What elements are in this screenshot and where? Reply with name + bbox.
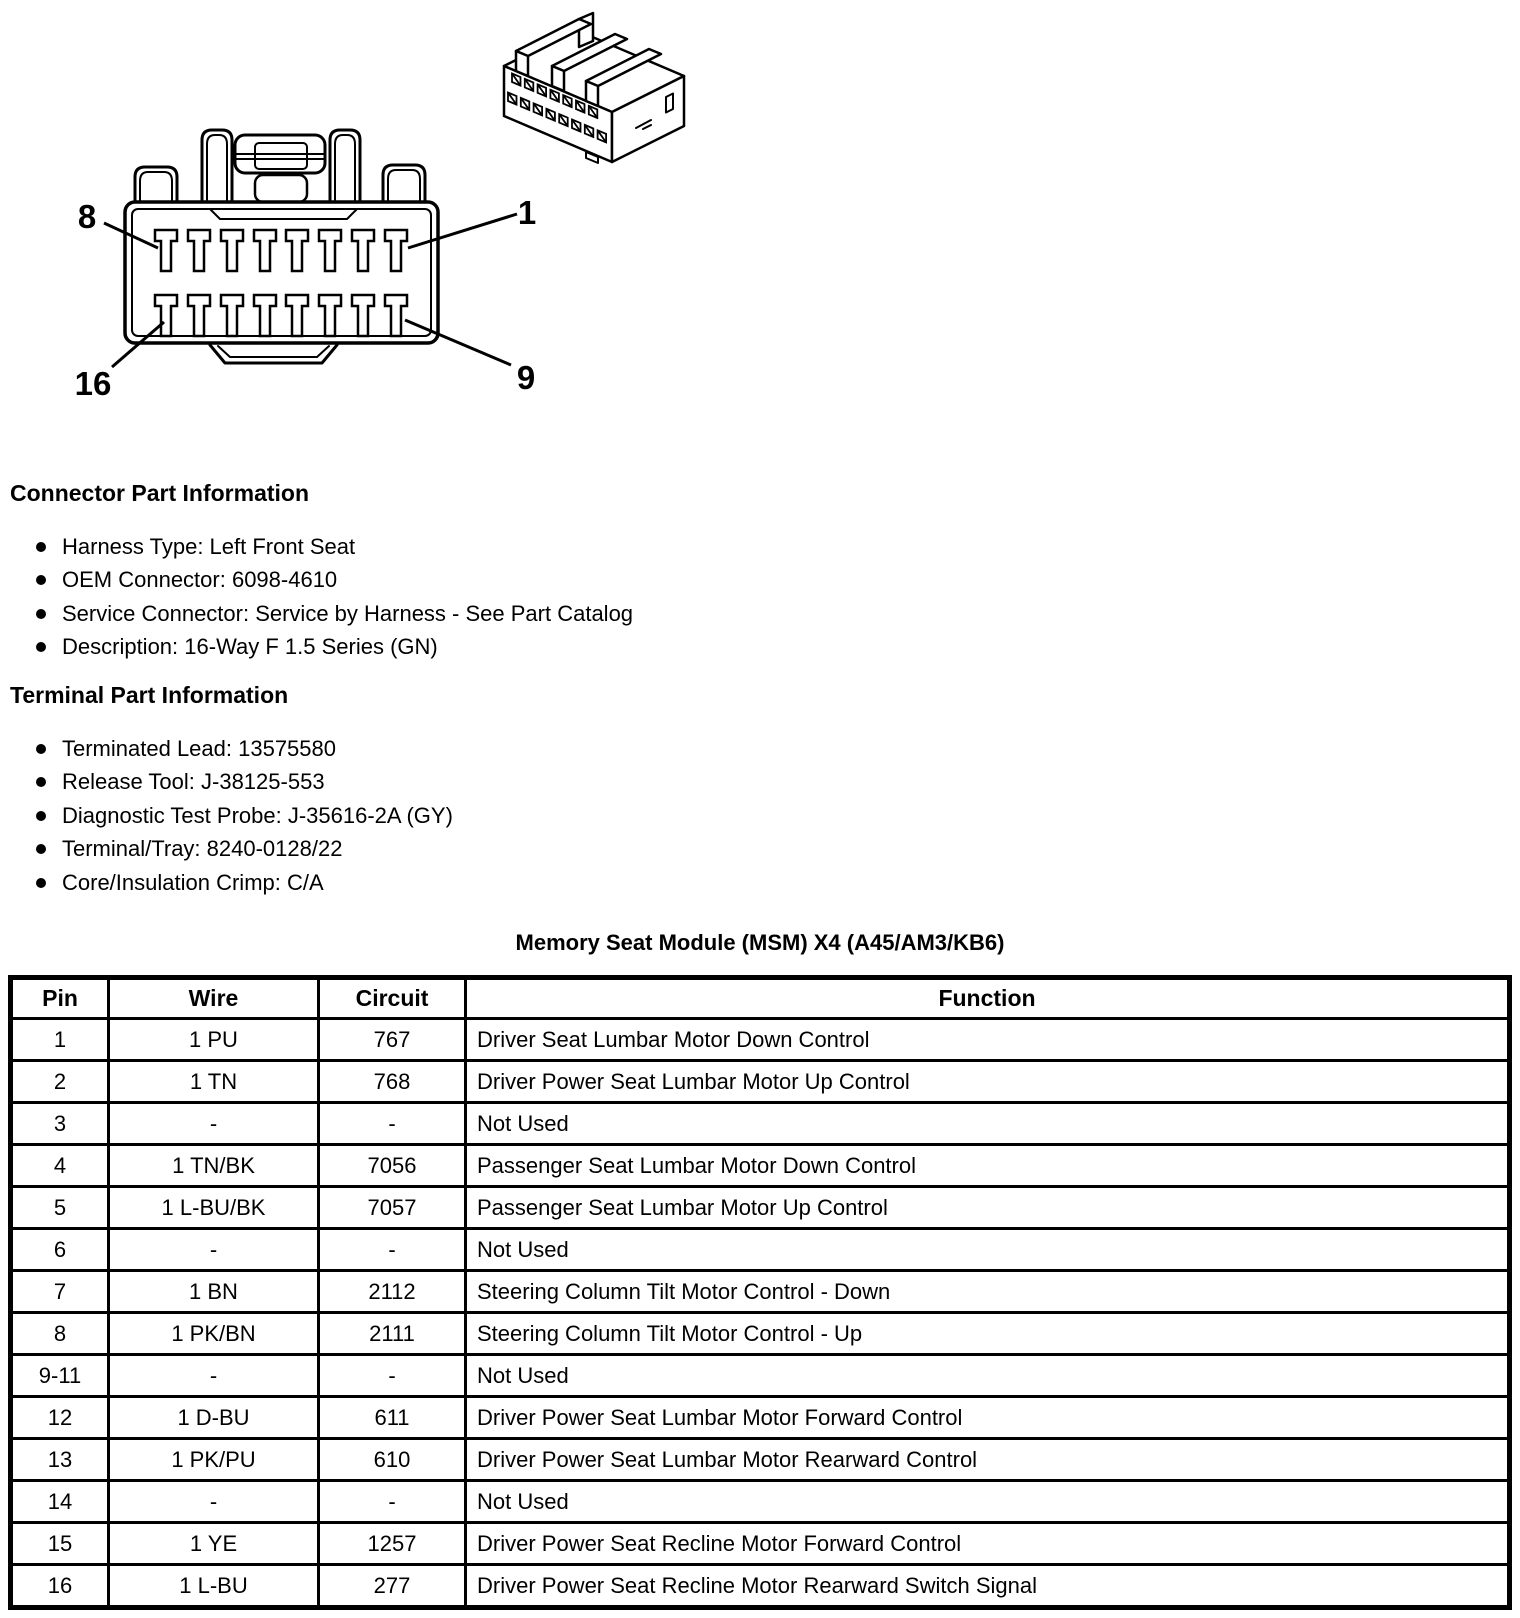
wire-cell: 1 TN <box>109 1061 319 1103</box>
table-row <box>11 1229 1510 1271</box>
table-row <box>11 1019 1510 1061</box>
bullet-icon <box>36 609 46 619</box>
wire-cell: 1 PK/BN <box>109 1313 319 1355</box>
function-cell: Not Used <box>466 1355 1510 1397</box>
circuit-cell: - <box>319 1355 466 1397</box>
circuit-cell: 611 <box>319 1397 466 1439</box>
section-list <box>10 732 990 900</box>
table-row <box>11 1061 1510 1103</box>
bullet-item <box>10 597 990 631</box>
table-row <box>11 1271 1510 1313</box>
pin-cell: 13 <box>11 1439 109 1481</box>
table-row <box>11 1565 1510 1608</box>
bullet-item <box>10 564 990 598</box>
circuit-cell: 7057 <box>319 1187 466 1229</box>
wire-cell: 1 L-BU <box>109 1565 319 1608</box>
wire-cell: - <box>109 1103 319 1145</box>
pin-16-label: 16 <box>74 365 112 402</box>
table-row <box>11 1397 1510 1439</box>
bullet-text: Harness Type: Left Front Seat <box>62 533 356 559</box>
wire-cell: 1 D-BU <box>109 1397 319 1439</box>
pinout-table <box>8 975 1512 1610</box>
wire-cell: 1 YE <box>109 1523 319 1565</box>
column-header-circuit: Circuit <box>319 978 466 1019</box>
table-row <box>11 1103 1510 1145</box>
circuit-cell: 2112 <box>319 1271 466 1313</box>
function-cell: Driver Power Seat Lumbar Motor Rearward Control <box>466 1439 1510 1481</box>
pin-cell: 15 <box>11 1523 109 1565</box>
column-header-wire: Wire <box>109 978 319 1019</box>
pin-cell: 14 <box>11 1481 109 1523</box>
column-header-function: Function <box>466 978 1510 1019</box>
bullet-item <box>10 530 990 564</box>
wire-cell: - <box>109 1481 319 1523</box>
function-cell: Driver Power Seat Lumbar Motor Up Control <box>466 1061 1510 1103</box>
function-cell: Driver Seat Lumbar Motor Down Control <box>466 1019 1510 1061</box>
pin-cell: 6 <box>11 1229 109 1271</box>
pin-cell: 5 <box>11 1187 109 1229</box>
function-cell: Driver Power Seat Recline Motor Rearward Switch Signal <box>466 1565 1510 1608</box>
circuit-cell: 277 <box>319 1565 466 1608</box>
function-cell: Driver Power Seat Recline Motor Forward Control <box>466 1523 1510 1565</box>
circuit-cell: - <box>319 1103 466 1145</box>
info-sections <box>10 480 990 918</box>
bullet-text: Service Connector: Service by Harness - See Part Catalog <box>62 600 634 626</box>
table-row <box>11 1523 1510 1565</box>
circuit-cell: - <box>319 1481 466 1523</box>
circuit-cell: 2111 <box>319 1313 466 1355</box>
pin-cell: 1 <box>11 1019 109 1061</box>
bullet-text: Release Tool: J-38125-553 <box>62 769 325 795</box>
wire-cell: 1 TN/BK <box>109 1145 319 1187</box>
wire-cell: - <box>109 1229 319 1271</box>
wire-cell: 1 PU <box>109 1019 319 1061</box>
bullet-icon <box>36 878 46 888</box>
pin-8-label: 8 <box>77 198 97 235</box>
function-cell: Driver Power Seat Lumbar Motor Forward Control <box>466 1397 1510 1439</box>
circuit-cell: 768 <box>319 1061 466 1103</box>
table-row <box>11 1187 1510 1229</box>
bullet-icon <box>36 642 46 652</box>
bullet-item <box>10 766 990 800</box>
function-cell: Not Used <box>466 1229 1510 1271</box>
pin-cell: 3 <box>11 1103 109 1145</box>
table-row <box>11 1439 1510 1481</box>
table-row <box>11 1355 1510 1397</box>
pinout-table-body <box>11 1019 1510 1608</box>
function-cell: Not Used <box>466 1103 1510 1145</box>
bullet-icon <box>36 542 46 552</box>
bullet-item <box>10 631 990 665</box>
pin-cell: 4 <box>11 1145 109 1187</box>
bullet-text: Core/Insulation Crimp: C/A <box>62 869 324 895</box>
table-row <box>11 1481 1510 1523</box>
table-row <box>11 1313 1510 1355</box>
bullet-item <box>10 833 990 867</box>
bullet-text: Diagnostic Test Probe: J-35616-2A (GY) <box>62 802 453 828</box>
wire-cell: 1 BN <box>109 1271 319 1313</box>
pin-cell: 7 <box>11 1271 109 1313</box>
wire-cell: 1 L-BU/BK <box>109 1187 319 1229</box>
bullet-icon <box>36 811 46 821</box>
circuit-cell: - <box>319 1229 466 1271</box>
pin-cell: 9-11 <box>11 1355 109 1397</box>
circuit-cell: 767 <box>319 1019 466 1061</box>
bullet-text: Description: 16-Way F 1.5 Series (GN) <box>62 634 438 660</box>
section-list <box>10 530 990 664</box>
bullet-icon <box>36 744 46 754</box>
wire-cell: 1 PK/PU <box>109 1439 319 1481</box>
bullet-text: OEM Connector: 6098-4610 <box>62 567 338 593</box>
bullet-text: Terminal/Tray: 8240-0128/22 <box>62 836 343 862</box>
pin-cell: 16 <box>11 1565 109 1608</box>
pin-cell: 12 <box>11 1397 109 1439</box>
function-cell: Passenger Seat Lumbar Motor Up Control <box>466 1187 1510 1229</box>
pin-9-label: 9 <box>516 359 536 396</box>
bullet-item <box>10 732 990 766</box>
circuit-cell: 7056 <box>319 1145 466 1187</box>
connector-front-view <box>60 115 550 415</box>
pinout-table-header <box>11 978 1510 1019</box>
pin-1-label: 1 <box>517 194 537 231</box>
column-header-pin: Pin <box>11 978 109 1019</box>
function-cell: Not Used <box>466 1481 1510 1523</box>
bullet-text: Terminated Lead: 13575580 <box>62 735 336 761</box>
section-heading: Terminal Part Information <box>10 682 289 708</box>
circuit-cell: 610 <box>319 1439 466 1481</box>
pin-cell: 2 <box>11 1061 109 1103</box>
function-cell: Passenger Seat Lumbar Motor Down Control <box>466 1145 1510 1187</box>
bullet-item <box>10 866 990 900</box>
function-cell: Steering Column Tilt Motor Control - Down <box>466 1271 1510 1313</box>
function-cell: Steering Column Tilt Motor Control - Up <box>466 1313 1510 1355</box>
pin-cell: 8 <box>11 1313 109 1355</box>
bullet-icon <box>36 777 46 787</box>
circuit-cell: 1257 <box>319 1523 466 1565</box>
bullet-item <box>10 799 990 833</box>
bullet-icon <box>36 575 46 585</box>
table-row <box>11 1145 1510 1187</box>
wire-cell: - <box>109 1355 319 1397</box>
bullet-icon <box>36 844 46 854</box>
table-title: Memory Seat Module (MSM) X4 (A45/AM3/KB6) <box>515 930 1005 955</box>
section-heading: Connector Part Information <box>10 480 310 506</box>
